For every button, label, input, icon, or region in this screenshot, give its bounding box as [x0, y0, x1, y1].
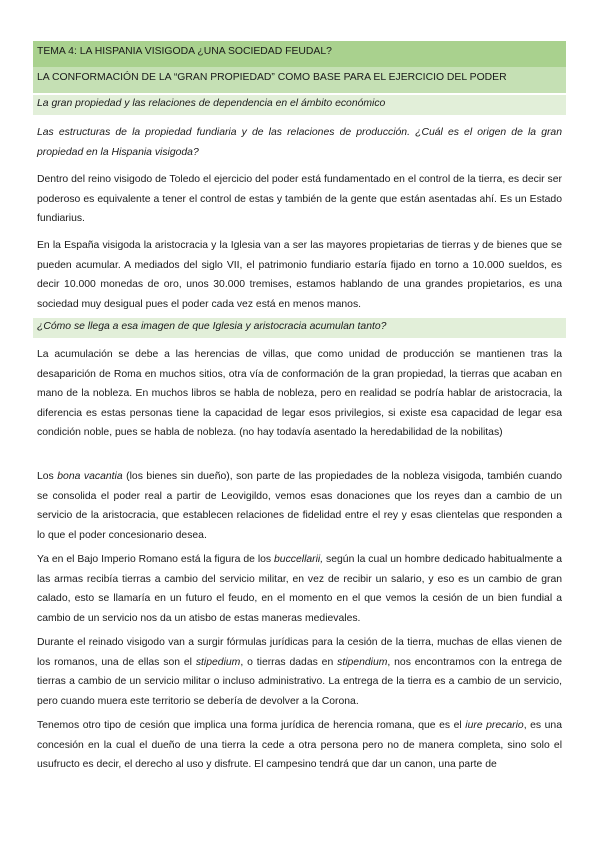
text-run: (los bienes sin dueño), son parte de las propiedades de la nobleza visigoda, también cuando se consolida el poder real a partir de Leovigildo, vemos esas donaciones que los reyes dan a cambio de un servicio de la aristocracia, que establecen relaciones de fidelidad entre el rey y esas clientelas que responden a lo que el poder concesionario desea. [37, 471, 562, 541]
paragraph-fundiarius: Dentro del reino visigodo de Toledo el ejercicio del poder está fundamentado en el control de la tierra, es decir ser poderoso es equivalente a tener el control de estas y también de la gente que están asentadas ahí. Es un Estado fundiarius. [37, 174, 562, 224]
text-run: Durante el reinado visigodo van a surgir fórmulas jurídicas para la cesión de la tierra, muchas de ellas vienen de los romanos, una de ellas son el [37, 637, 562, 668]
paragraph-bona-vacantia [37, 467, 562, 545]
text-run: según la cual un hombre dedicado habitualmente a las armas recibía tierras a cambio del servicio militar, en vez de recibir un salario, y eso es un cambio de gran calado, esto se llamaría en un futuro el feudo, en el momento en el que vemos la cesión de un bien fundial a cambio de un servicio nos da un atisbo de estas maneras medievales. [37, 554, 562, 624]
paragraph-question: Las estructuras de la propiedad fundiaria y de las relaciones de producción. ¿Cuál es el origen de la gran propiedad en la Hispania visigoda? [37, 127, 562, 158]
text-run: , o tierras dadas en [240, 656, 338, 668]
term-bona-vacantia: bona vacantia [57, 471, 123, 482]
text-run: Tenemos otro tipo de cesión que implica una forma jurídica de herencia romana, que es el [37, 720, 466, 731]
text-run: , nos encontramos con la entrega de tierras a cambio de un servicio militar o incluso administrativo. La entrega de la tierra es a cambio de un servicio, pero cuando muera este territorio se debería de devolver a la Corona. [37, 656, 562, 707]
text-run: Los [37, 471, 58, 482]
text-run: , es una concesión en la cual el dueño de una tierra la cede a otra persona pero no de manera completa, sino solo el usufructo es decir, el derecho al uso y disfrute. El campesino tendrá que dar un canon, una parte de [37, 720, 562, 770]
term-iure-precario: iure precario [465, 720, 524, 731]
paragraph-acumulacion: La acumulación se debe a las herencias de villas, que como unidad de producción se mantienen tras la desaparición de Roma en muchos sitios, otra vía de conformación de la gran propiedad, la tierras que acaban en mano de la nobleza. En muchos libros se habla de nobleza, pero en realidad se podría hablar de aristocracia, la diferencia es estas personas tiene la capacidad de legar esos privilegios, si existe esa capacidad de legar esa condición noble, pues se habla de nobleza. (no hay todavía asentado la heredabilidad de la nobilitas) [37, 349, 562, 438]
term-stipendium: stipendium [337, 656, 388, 668]
paragraph-stipendium [37, 633, 562, 711]
question-heading: ¿Cómo se llega a esa imagen de que Iglesia y aristocracia acumulan tanto? [33, 318, 566, 338]
paragraph-iure-precario [37, 716, 562, 775]
term-stipedium: stipedium [195, 656, 241, 668]
topic-heading: TEMA 4: LA HISPANIA VISIGODA ¿UNA SOCIEDAD FEUDAL? [33, 41, 566, 67]
subsection-heading: La gran propiedad y las relaciones de dependencia en el ámbito económico [33, 95, 566, 115]
paragraph-buccellarii [37, 550, 562, 628]
text-run: Ya en el Bajo Imperio Romano está la figura de los [37, 554, 275, 565]
paragraph-aristocracia: En la España visigoda la aristocracia y la Iglesia van a ser las mayores propietarias de tierras y de bienes que se pueden acumular. A mediados del siglo VII, el patrimonio fundiario estaría fijado en torno a 10.000 sueldos, es decir 10.000 monedas de oro, unos 30.000 tremises, estamos hablando de una grandes propietarios, es una sociedad muy desigual pues el poder cada vez está en menos manos. [37, 240, 562, 310]
term-buccellarii: buccellarii, [274, 554, 324, 565]
section-heading: LA CONFORMACIÓN DE LA “GRAN PROPIEDAD” COMO BASE PARA EL EJERCICIO DEL PODER [33, 67, 566, 93]
